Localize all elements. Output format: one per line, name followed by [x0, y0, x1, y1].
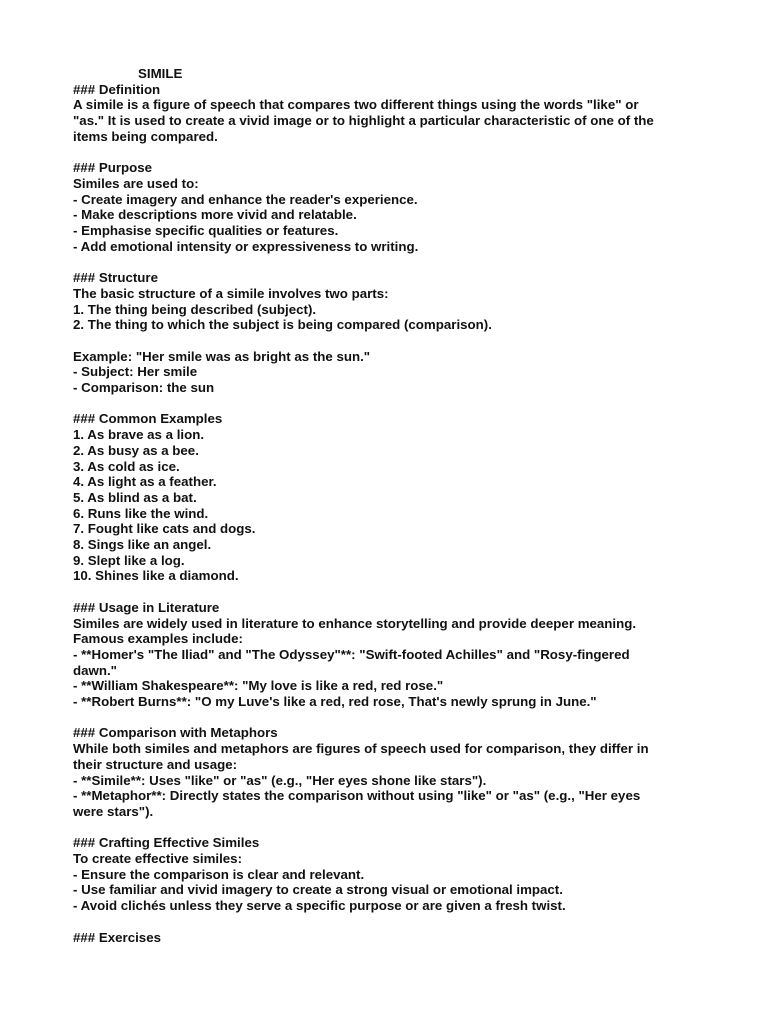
- crafting-list-item: - Avoid clichés unless they serve a specific purpose or are given a fresh twist.: [73, 898, 566, 914]
- comparison-text-line: their structure and usage:: [73, 756, 238, 772]
- exercises-heading: ### Exercises: [73, 929, 161, 945]
- structure-example-item: - Subject: Her smile: [73, 364, 198, 380]
- structure-list-item: 2. The thing to which the subject is being compared (comparison).: [73, 317, 492, 333]
- comparison-list-item: - **Simile**: Uses "like" or "as" (e.g., "Her eyes shone like stars").: [73, 772, 487, 788]
- spacer: [73, 333, 713, 349]
- crafting-intro: To create effective similes:: [73, 851, 242, 867]
- purpose-intro: Similes are used to:: [73, 175, 199, 191]
- spacer: [73, 145, 713, 161]
- common-example-item: 9. Slept like a log.: [73, 552, 185, 568]
- common-example-item: 3. As cold as ice.: [73, 458, 180, 474]
- usage-text-line: Similes are widely used in literature to enhance storytelling and provide deeper meaning.: [73, 615, 637, 631]
- spacer: [73, 254, 713, 270]
- comparison-text-line: While both similes and metaphors are figures of speech used for comparison, they differ in: [73, 741, 649, 757]
- definition-heading: ### Definition: [73, 81, 161, 97]
- usage-list-item: - **Robert Burns**: "O my Luve's like a red, red rose, That's newly sprung in June.": [73, 694, 597, 710]
- comparison-list-item: - **Metaphor**: Directly states the comparison without using "like" or "as" (e.g., "Her eyes: [73, 788, 641, 804]
- structure-heading: ### Structure: [73, 270, 158, 286]
- definition-text-line: A simile is a figure of speech that compares two different things using the words "like" or: [73, 97, 639, 113]
- common-example-item: 4. As light as a feather.: [73, 474, 217, 490]
- common-example-item: 2. As busy as a bee.: [73, 442, 199, 458]
- definition-text-line: items being compared.: [73, 128, 218, 144]
- purpose-list-item: - Add emotional intensity or expressiveness to writing.: [73, 238, 419, 254]
- spacer: [73, 820, 713, 836]
- common-example-item: 6. Runs like the wind.: [73, 505, 209, 521]
- common-examples-heading: ### Common Examples: [73, 411, 223, 427]
- common-example-item: 5. As blind as a bat.: [73, 489, 197, 505]
- structure-intro: The basic structure of a simile involves two parts:: [73, 285, 389, 301]
- crafting-list-item: - Ensure the comparison is clear and relevant.: [73, 866, 365, 882]
- spacer: [73, 584, 713, 600]
- crafting-list-item: - Use familiar and vivid imagery to create a strong visual or emotional impact.: [73, 882, 563, 898]
- document-body: [73, 66, 713, 945]
- structure-example-item: - Comparison: the sun: [73, 380, 215, 396]
- common-example-item: 7. Fought like cats and dogs.: [73, 521, 256, 537]
- crafting-heading: ### Crafting Effective Similes: [73, 835, 260, 851]
- structure-list-item: 1. The thing being described (subject).: [73, 301, 317, 317]
- common-example-item: 8. Sings like an angel.: [73, 537, 212, 553]
- spacer: [73, 396, 713, 412]
- comparison-heading: ### Comparison with Metaphors: [73, 725, 278, 741]
- comparison-list-item: were stars").: [73, 803, 154, 819]
- usage-heading: ### Usage in Literature: [73, 599, 220, 615]
- spacer: [73, 914, 713, 930]
- usage-list-item: - **Homer's "The Iliad" and "The Odyssey"**: "Swift-footed Achilles" and "Rosy-fingered: [73, 646, 630, 662]
- usage-text-line: Famous examples include:: [73, 631, 243, 647]
- spacer: [73, 710, 713, 726]
- purpose-heading: ### Purpose: [73, 160, 153, 176]
- document-title: SIMILE: [138, 66, 183, 81]
- common-example-item: 1. As brave as a lion.: [73, 427, 205, 443]
- usage-list-item: - **William Shakespeare**: "My love is like a red, red rose.": [73, 678, 444, 694]
- usage-list-item: dawn.": [73, 662, 117, 678]
- common-example-item: 10. Shines like a diamond.: [73, 568, 239, 584]
- purpose-list-item: - Create imagery and enhance the reader's experience.: [73, 191, 418, 207]
- purpose-list-item: - Emphasise specific qualities or features.: [73, 223, 339, 239]
- purpose-list-item: - Make descriptions more vivid and relatable.: [73, 207, 357, 223]
- definition-text-line: "as." It is used to create a vivid image or to highlight a particular characteristic of one of the: [73, 113, 654, 129]
- structure-example: Example: "Her smile was as bright as the sun.": [73, 348, 371, 364]
